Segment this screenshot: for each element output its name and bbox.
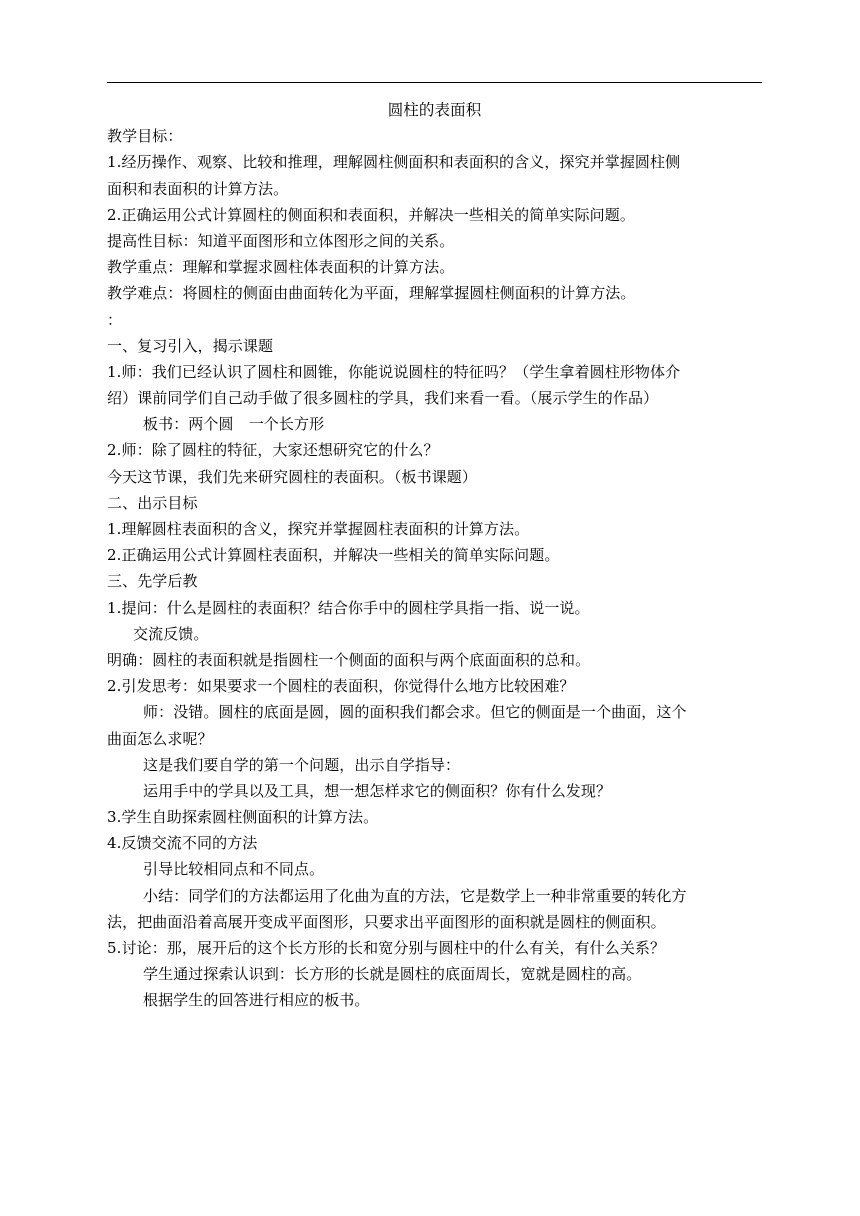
text-line: 板书：两个圆 一个长方形: [143, 415, 325, 434]
text-line: 二、出示目标: [107, 493, 198, 512]
text-line: 引导比较相同点和不同点。: [143, 860, 325, 879]
text-line: ：: [107, 310, 123, 329]
text-line: 绍）课前同学们自己动手做了很多圆柱的学具，我们来看一看。（展示学生的作品）: [107, 389, 659, 408]
text-line: 根据学生的回答进行相应的板书。: [143, 991, 370, 1010]
text-line: 教学难点：将圆柱的侧面由曲面转化为平面，理解掌握圆柱侧面积的计算方法。: [107, 284, 636, 303]
text-line: 4.反馈交流不同的方法: [107, 834, 258, 853]
document-lines: [107, 123, 762, 1013]
text-line: 一、复习引入，揭示课题: [107, 336, 274, 355]
text-line: 小结：同学们的方法都运用了化曲为直的方法，它是数学上一种非常重要的转化方: [143, 886, 687, 905]
text-line: 1.师：我们已经认识了圆柱和圆锥，你能说说圆柱的特征吗？（学生拿着圆柱形物体介: [107, 362, 681, 381]
text-line: 教学目标：: [107, 127, 183, 146]
document-title: 圆柱的表面积: [387, 101, 482, 119]
text-line: 学生通过探索认识到：长方形的长就是圆柱的底面周长，宽就是圆柱的高。: [143, 965, 642, 984]
text-line: 明确：圆柱的表面积就是指圆柱一个侧面的面积与两个底面面积的总和。: [107, 650, 591, 669]
text-line: 2.正确运用公式计算圆柱表面积，并解决一些相关的简单实际问题。: [107, 546, 560, 565]
text-line: 交流反馈。: [133, 624, 209, 643]
document-body: [107, 97, 762, 1014]
text-line: 1.提问：什么是圆柱的表面积？结合你手中的圆柱学具指一指、说一说。: [107, 598, 590, 617]
text-line: 2.正确运用公式计算圆柱的侧面积和表面积，并解决一些相关的简单实际问题。: [107, 205, 635, 224]
text-line: 1.经历操作、观察、比较和推理，理解圆柱侧面积和表面积的含义，探究并掌握圆柱侧: [107, 153, 681, 172]
text-line: 2.师：除了圆柱的特征，大家还想研究它的什么？: [107, 441, 439, 460]
text-line: 今天这节课，我们先来研究圆柱的表面积。（板书课题）: [107, 467, 478, 486]
text-line: 法，把曲面沿着高展开变成平面图形，只要求出平面图形的面积就是圆柱的侧面积。: [107, 912, 666, 931]
text-line: 5.讨论：那，展开后的这个长方形的长和宽分别与圆柱中的什么有关，有什么关系？: [107, 939, 666, 957]
header-rule: [107, 82, 762, 83]
text-line: 1.理解圆柱表面积的含义，探究并掌握圆柱表面积的计算方法。: [107, 520, 530, 538]
text-line: 运用手中的学具以及工具，想一想怎样求它的侧面积？你有什么发现？: [143, 781, 612, 800]
text-line: 这是我们要自学的第一个问题，出示自学指导：: [143, 755, 461, 774]
text-line: 面积和表面积的计算方法。: [107, 179, 289, 198]
text-line: 曲面怎么求呢？: [107, 729, 213, 748]
text-line: 师：没错。圆柱的底面是圆，圆的面积我们都会求。但它的侧面是一个曲面，这个: [143, 703, 687, 722]
text-line: 3.学生自助探索圆柱侧面积的计算方法。: [107, 808, 379, 827]
text-line: 三、先学后教: [107, 572, 198, 591]
text-line: 提高性目标：知道平面图形和立体图形之间的关系。: [107, 231, 455, 250]
text-line: 教学重点：理解和掌握求圆柱体表面积的计算方法。: [107, 258, 455, 277]
text-line: 2.引发思考：如果要求一个圆柱的表面积，你觉得什么地方比较困难？: [107, 677, 575, 696]
